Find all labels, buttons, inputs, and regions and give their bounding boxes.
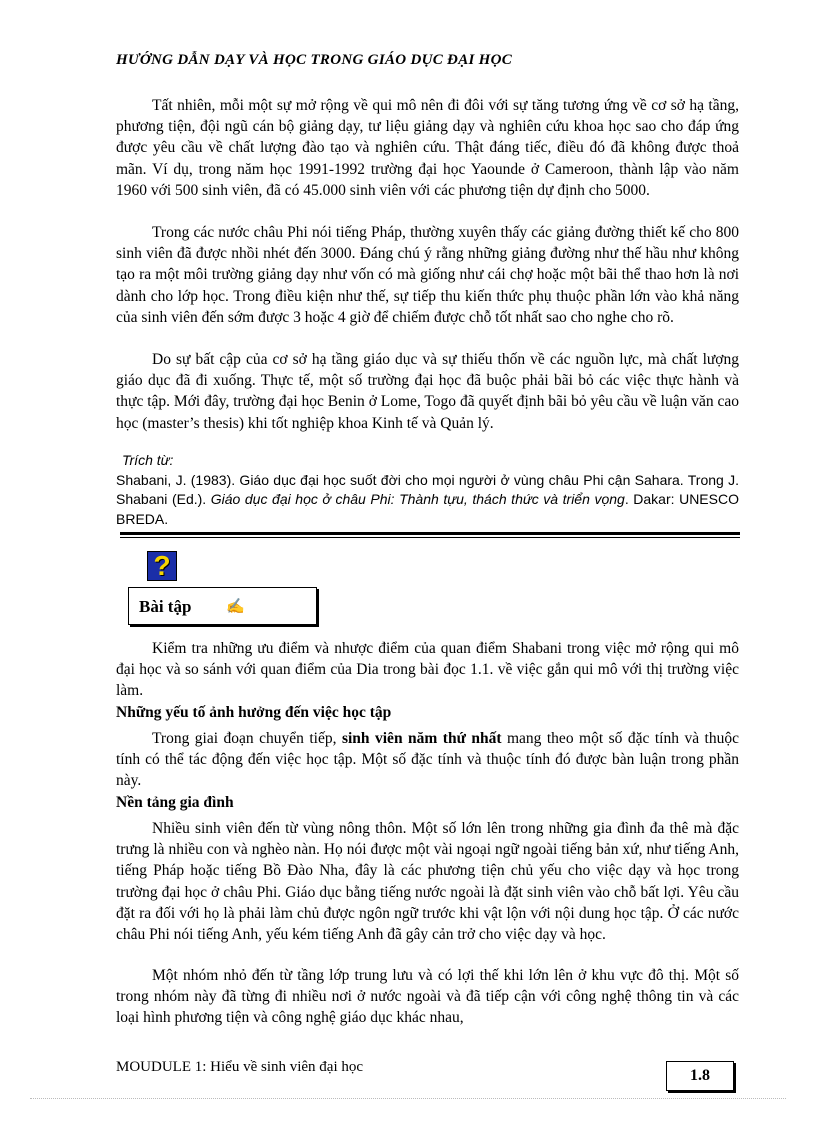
paragraph-lecture-halls: Trong các nước châu Phi nói tiếng Pháp, thường xuyên thấy các giảng đường thiết kế cho 800 sinh viên đã được nhồi nhét đến 3000. Đáng chú ý rằng những giảng đường như thế hầu như không tạo ra một môi trường giảng dạy như vốn có mà giống như cái chợ hoặc một bãi thể thao hơn là nơi dành cho lớp học. Trong điều kiện như thế, sự tiếp thu kiến thức phụ thuộc phần lớn vào khả năng của sinh viên đến sớm được 3 hoặc 4 giờ để chiếm được chỗ tốt nhất sao cho nghe cho rõ. [116,224,739,326]
footer-module-title: MOUDULE 1: Hiểu về sinh viên đại học [116,1059,364,1075]
page-bottom-border [30,1098,786,1099]
citation-block [116,451,739,529]
paragraph-middle-class: Một nhóm nhỏ đến từ tầng lớp trung lưu và có lợi thế khi lớn lên ở khu vực đô thị. Một số trong nhóm này đã từng đi nhiều nơi ở nước ngoài và đã tiếp cận với công nghệ thông tin và các loại hình phương tiện và công nghệ giáo dục khác nhau, [116,967,739,1027]
question-mark-icon: ? [147,551,177,581]
pen-icon: ✍ [226,599,245,615]
citation-text: Shabani, J. (1983). Giáo dục đại học suốt đời cho mọi người ở vùng châu Phi cận Sahara. Trong J. Shabani (Ed.). Giáo dục đại học ở châu Phi: Thành tựu, thách thức và triển vọng. Dakar: UNESCO BREDA. [116,471,739,527]
section-heading-factors: Những yếu tố ảnh hưởng đến việc học tập [116,704,392,721]
citation-label: Trích từ: [122,452,174,468]
page-number: 1.8 [666,1061,734,1091]
paragraph-rural-students: Nhiều sinh viên đến từ vùng nông thôn. Một số lớn lên trong những gia đình đa thê mà đặc trưng là nhiều con và nghèo nàn. Họ nói được một vài ngoại ngữ ngoài tiếng bản xứ, như tiếng Anh, tiếng Pháp hoặc tiếng Bồ Đào Nha, đây là các phương tiện chủ yếu cho việc dạy và học trong trường đại học ở châu Phi. Giáo dục bằng tiếng nước ngoài là đặt sinh viên vào chỗ bất lợi. Yêu cầu đặt ra đối với họ là phải làm chủ được ngôn ngữ trước khi vật lộn với nội dung học tập. Ở các nước châu Phi nói tiếng Anh, yếu kém tiếng Anh đã gây cản trở cho việc dạy và học. [116,820,739,944]
section-heading-family: Nền tảng gia đình [116,794,234,811]
paragraph-infrastructure: Tất nhiên, mỗi một sự mở rộng về qui mô nên đi đôi với sự tăng tương ứng về cơ sở hạ tầng, phương tiện, đội ngũ cán bộ giảng dạy, tư liệu giảng dạy và nghiên cứu khoa học sao cho đáp ứng được yêu cầu về chất lượng đào tạo và nghiên cứu. Thật đáng tiếc, điều đó đã không được thoả mãn. Ví dụ, trong năm học 1991-1992 trường đại học Yaounde ở Cameroon, thành lập vào năm 1960 với 500 sinh viên, đã có 45.000 sinh viên với các phương tiện dự định cho 5000. [116,97,739,199]
divider-thick [120,532,740,535]
page-header-title: HƯỚNG DẪN DẠY VÀ HỌC TRONG GIÁO DỤC ĐẠI HỌC [116,52,513,68]
exercise-text: Kiểm tra những ưu điểm và nhược điểm của quan điểm Shabani trong việc mở rộng qui mô đại học và so sánh với quan điểm của Dia trong bài đọc 1.1. về việc gắn qui mô với thị trường việc làm. [116,640,739,700]
paragraph-quality-decline: Do sự bất cập của cơ sở hạ tầng giáo dục và sự thiếu thốn về các nguồn lực, mà chất lượng giáo dục đã đi xuống. Thực tế, một số trường đại học đã buộc phải bãi bỏ các việc thực hành và thực tập. Mới đây, trường đại học Benin ở Lome, Togo đã quyết định bãi bỏ yêu cầu về luận văn cao học (master’s thesis) khi tốt nghiệp khoa Kinh tế và Quản lý. [116,351,739,432]
exercise-title: Bài tập [139,597,192,616]
divider-thin [120,537,740,538]
paragraph-first-year: Trong giai đoạn chuyển tiếp, sinh viên năm thứ nhất mang theo một số đặc tính và thuộc tính có thể tác động đến việc học tập. Một số đặc tính và thuộc tính đó được bàn luận trong phần này. [116,730,739,790]
exercise-title-box [128,587,317,625]
